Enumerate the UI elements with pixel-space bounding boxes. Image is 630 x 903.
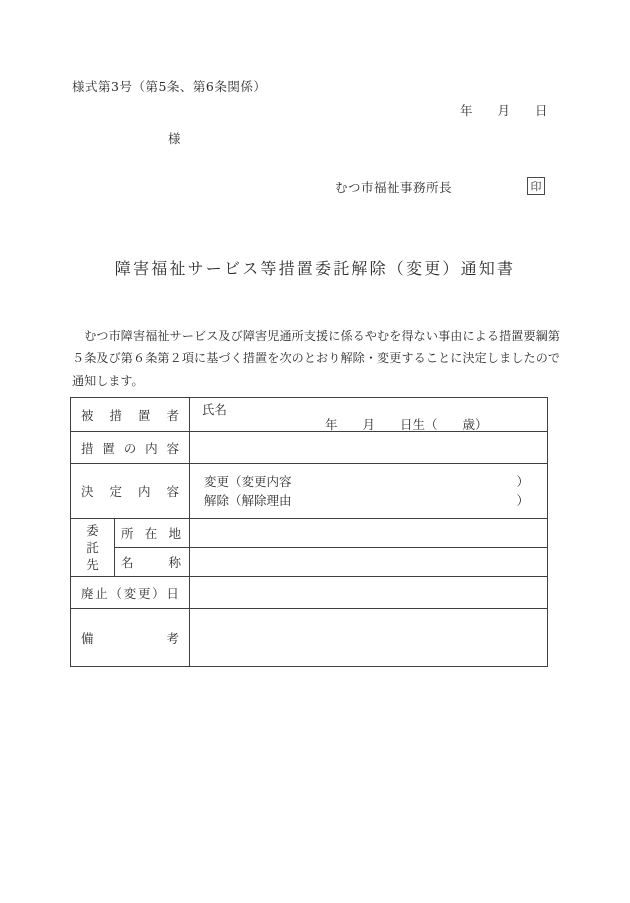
contractor-address-row [115, 519, 547, 548]
form-number: 様式第3号（第5条、第6条関係） [72, 79, 267, 94]
decision-change-text: 変更（変更内容 [204, 474, 292, 489]
table-row-decision [71, 464, 547, 519]
decision-cancel-text: 解除（解除理由 [204, 493, 292, 508]
contractor-address-label-cell [115, 519, 190, 547]
recipient-label-cell [71, 398, 190, 431]
contractor-label: 委 託 先 [71, 519, 115, 576]
contractor-address-label: 所 在 地 [121, 525, 181, 541]
remarks-value-cell [190, 609, 547, 666]
decision-value-cell [190, 464, 547, 518]
document-title: 障害福祉サービス等措置委託解除（変更）通知書 [114, 259, 516, 278]
seal-character: 印 [530, 179, 542, 193]
recipient-value-cell [190, 398, 547, 431]
recipient-label: 被 措 置 者 [81, 407, 179, 423]
table-row-remarks [71, 609, 547, 666]
table-row-measure [71, 432, 547, 464]
table-row-contractor [71, 519, 547, 577]
date-line: 年 月 日 [460, 103, 548, 118]
contractor-sub-rows [115, 519, 547, 576]
decision-label-cell [71, 464, 190, 518]
contractor-name-value-cell [190, 548, 547, 576]
decision-label: 決 定 内 容 [81, 484, 179, 499]
abolition-label: 廃 止 （ 変 更 ） 日 [81, 585, 179, 601]
contractor-name-label-cell [115, 548, 190, 576]
seal-mark [527, 177, 545, 195]
contractor-name-label: 名 称 [121, 554, 181, 570]
decision-change-line [204, 472, 529, 491]
remarks-label-cell [71, 609, 190, 666]
abolition-value-cell [190, 577, 547, 608]
measure-value-cell [190, 432, 547, 463]
measure-label: 措 置 の 内 容 [81, 440, 179, 456]
recipient-name-label: 氏名 [202, 402, 228, 417]
contractor-name-row [115, 548, 547, 576]
decision-cancel-line [204, 491, 529, 510]
table-row-abolition-date [71, 577, 547, 609]
sender-title: むつ市福祉事務所長 [335, 180, 453, 195]
abolition-label-cell [71, 577, 190, 608]
body-paragraph: むつ市障害福祉サービス及び障害児通所支援に係るやむを得ない事由による措置要綱第５条及び第６条第２項に基づく措置を次のとおり解除・変更することに決定しましたので通知します。 [72, 329, 560, 388]
decision-change-close-paren: ） [516, 474, 529, 489]
measure-label-cell [71, 432, 190, 463]
notice-table [70, 397, 548, 667]
recipient-birthdate-line: 年 月 日生（ 歳） [325, 417, 488, 432]
contractor-address-value-cell [190, 519, 547, 547]
addressee-honorific: 様 [168, 131, 181, 146]
table-row-recipient [71, 398, 547, 432]
remarks-label: 備 考 [81, 630, 179, 646]
decision-cancel-close-paren: ） [516, 493, 529, 508]
